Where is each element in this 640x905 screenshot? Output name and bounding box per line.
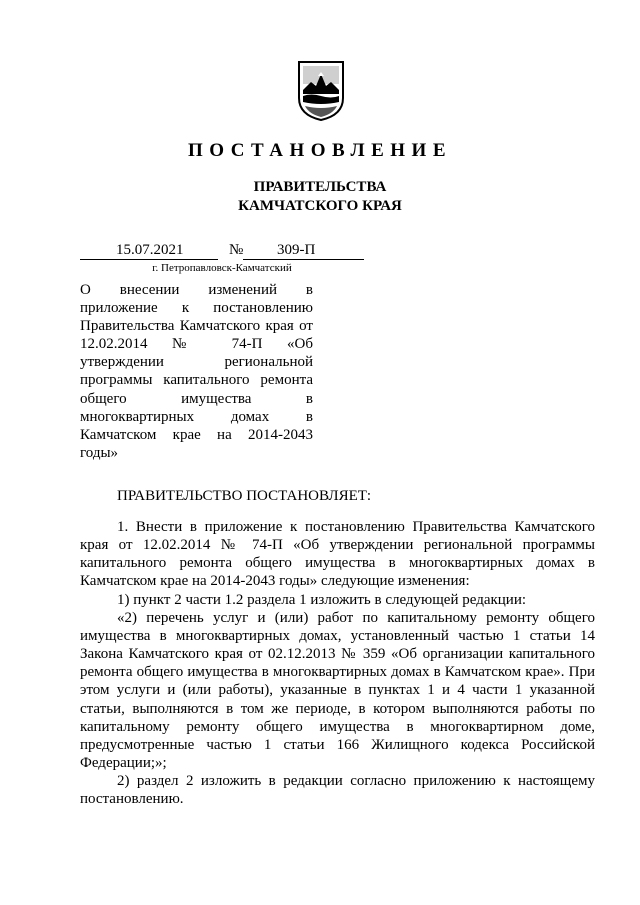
kamchatka-coat-of-arms-icon [297, 60, 345, 122]
issuer-line-1: ПРАВИТЕЛЬСТВА [253, 179, 387, 195]
body-paragraph: 1. Внести в приложение к постановлению Правительства Камчатского края от 12.02.2014 № 74-П «Об утверждении региональной программы капитального ремонта общего имущества в многоквартирных домах в Камчатском крае на 2014-2043 годы» следующие изменения: [80, 519, 595, 590]
number-sign: № [229, 242, 244, 258]
issuer-line-2: КАМЧАТСКОГО КРАЯ [238, 198, 402, 214]
resolves-heading: ПРАВИТЕЛЬСТВО ПОСТАНОВЛЯЕТ: [117, 488, 372, 504]
number-underline [243, 259, 364, 260]
document-title: ПОСТАНОВЛЕНИЕ [187, 140, 453, 161]
document-date: 15.07.2021 [116, 242, 184, 258]
document-subject: О внесении изменений в приложение к постановлению Правительства Камчатского края от 12.02.2014 № 74-П «Об утверждении региональной программы капитального ремонта общего имущества в многоквартирных домах в Камчатском крае на 2014-2043 годы» [80, 282, 313, 461]
date-underline [80, 259, 218, 260]
city: г. Петропавловск-Камчатский [152, 262, 292, 274]
issuer [0, 178, 640, 216]
body-paragraph: 1) пункт 2 части 1.2 раздела 1 изложить в следующей редакции: [117, 591, 527, 608]
document-body [80, 518, 595, 809]
body-paragraph: 2) раздел 2 изложить в редакции согласно приложению к настоящему постановлению. [80, 773, 595, 808]
document-number: 309-П [277, 242, 316, 258]
body-paragraph: «2) перечень услуг и (или) работ по капитальному ремонту общего имущества в многоквартирных домах, установленный частью 1 статьи 14 Закона Камчатского края от 02.12.2013 № 359 «Об организации капитального ремонта общего имущества в многоквартирных домах в Камчатском крае». При этом услуги и (или работы), указанные в пунктах 1 и 4 части 1 указанной статьи, выполняются в том же периоде, в котором выполняются работы по капитальному ремонту общего имущества в многоквартирном доме, предусмотренные частью 1 статьи 166 Жилищного кодекса Российской Федерации;»; [80, 609, 595, 772]
